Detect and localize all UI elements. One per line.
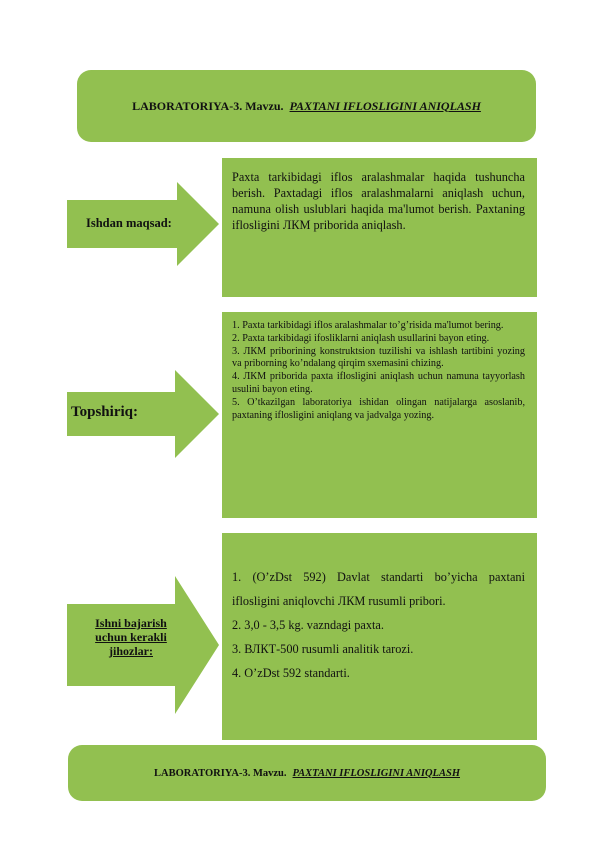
header-topic: PAXTANI IFLOSLIGINI ANIQLASH (289, 98, 481, 113)
equipment-item-1: 1. (O’zDst 592) Davlat standarti bo’yicha paxtani iflosligini aniqlovchi ЛКМ rusumli pribori. (232, 570, 525, 608)
goal-arrow (67, 182, 219, 266)
equipment-label (87, 616, 175, 658)
equipment-label-line-3: jihozlar: (109, 644, 153, 658)
goal-text: Paxta tarkibidagi iflos aralashmalar haqida tushuncha berish. Paxtadagi iflos aralashmalarni aniqlash uchun, namuna olish uslublari haqida ma'lumot berish. Paxtaning iflosligini ЛКМ priborida aniqlash. (232, 170, 525, 232)
task-item-2: 2. Paxta tarkibidagi ifosliklarni aniqlash usullarini bayon eting. (232, 332, 490, 344)
equipment-item-3: 3. ВЛКТ-500 rusumli analitik tarozi. (232, 642, 414, 656)
task-panel (222, 312, 537, 518)
task-arrow (67, 370, 219, 458)
task-item-3: 3. ЛКМ priborining konstruktsion tuzilishi va ishlash tartibini yozing va priborning ko’ndalang qirqim sxemasini chizing. (232, 345, 525, 370)
goal-panel (222, 158, 537, 297)
equipment-label-line-1: Ishni bajarish (95, 616, 167, 630)
task-item-4: 4. ЛКМ priborida paxta iflosligini aniqlash uchun namuna tayyorlash usulini bayon eting. (232, 371, 525, 395)
equipment-panel (222, 533, 537, 740)
header-banner (77, 70, 536, 142)
footer-lead: LABORATORIYA-3. Mavzu. (154, 767, 287, 779)
equipment-arrow (67, 576, 219, 714)
equipment-item-4: 4. O’zDst 592 standarti. (232, 666, 350, 680)
header-lead: LABORATORIYA-3. Mavzu. (132, 98, 284, 113)
task-label: Topshiriq: (71, 404, 138, 420)
goal-label: Ishdan maqsad: (86, 216, 172, 230)
task-item-1: 1. Paxta tarkibidagi iflos aralashmalar to’g’risida ma'lumot bering. (232, 320, 504, 331)
equipment-label-line-2: uchun kerakli (95, 630, 167, 644)
footer-topic: PAXTANI IFLOSLIGINI ANIQLASH (292, 767, 460, 779)
task-item-5: 5. O’tkazilgan laboratoriya ishidan olingan natijalarga asoslanib, paxtaning iflosligini aniqlang va jadvalga yozing. (232, 396, 525, 421)
equipment-item-2: 2. 3,0 - 3,5 kg. vazndagi paxta. (232, 618, 384, 632)
footer-banner (68, 745, 546, 801)
